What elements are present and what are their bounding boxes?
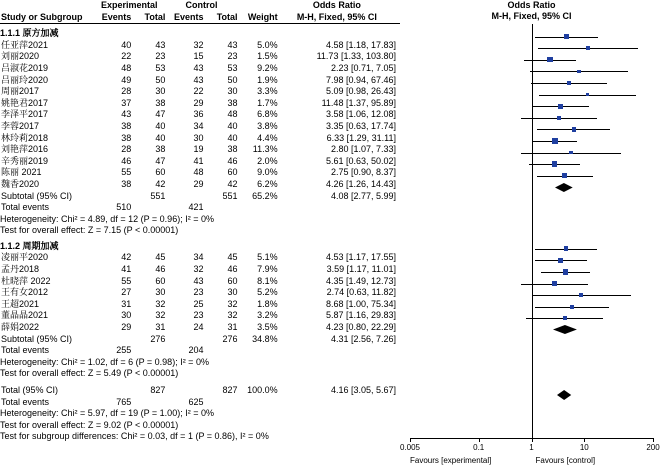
table-row: 刘艳萍2016 28 38 19 38 11.3% 2.80 [1.07, 7.33] [1,144,396,155]
table-row: 杜晓萍 2022 55 60 43 60 8.1% 4.35 [1.49, 12.73] [1,275,396,286]
effect-size-marker [572,127,576,131]
favours-experimental-label: Favours [experimental] [410,456,492,465]
table-row: 陈丽 2021 55 60 48 60 9.0% 2.75 [0.90, 8.37] [1,167,396,178]
table-row: 辛秀丽2019 46 47 41 46 2.0% 5.61 [0.63, 50.02] [1,155,396,166]
heterogeneity-row-1: Heterogeneity: Chi² = 4.89, df = 12 (P = 0.96); I² = 0% [0,213,214,224]
effect-size-marker [579,293,582,296]
effect-size-marker [558,104,563,109]
table-row: 王有女2012 27 30 23 30 5.2% 2.74 [0.63, 11.82] [1,287,396,298]
subgroup-header [0,24,400,40]
total-events-row-all: Total events 765 625 [1,396,204,407]
table-row: 周丽2017 28 30 22 30 3.3% 5.09 [0.98, 26.43] [1,86,396,97]
table-row: 林玲莉2018 38 40 30 40 4.4% 6.33 [1.29, 31.11] [1,132,396,143]
axis-tick [532,438,533,442]
overall-effect-row-2: Test for overall effect: Z = 5.49 (P < 0.00001) [0,368,179,379]
forest-plot-panel [400,0,663,474]
table-row: 董晶晶2021 30 32 23 32 3.2% 5.87 [1.16, 29.83] [1,310,396,321]
effect-size-marker [563,316,567,320]
effect-size-marker [552,161,558,167]
effect-size-marker [586,46,589,49]
subgroup-label-2: 1.1.2 周期加减 [0,240,59,251]
table-row: 吕淑花2019 48 53 43 53 9.2% 2.23 [0.71, 7.05] [1,62,396,73]
effect-size-marker [570,305,574,309]
heterogeneity-row-2: Heterogeneity: Chi² = 1.02, df = 6 (P = 0.98); I² = 0% [0,356,209,367]
axis-tick-label: 0.1 [473,443,485,452]
overall-effect-row-all: Test for overall effect: Z = 9.02 (P < 0.00001) [0,419,179,430]
subgroup-header [0,237,400,253]
axis-tick [653,438,654,442]
plot-title: Odds Ratio [507,0,556,10]
axis-tick-label: 0.005 [399,443,421,452]
subgroup-difference-row: Test for subgroup differences: Chi² = 0.03, df = 1 (P = 0.86), I² = 0% [0,431,269,442]
favours-control-label: Favours [control] [535,456,596,465]
effect-size-marker [569,151,573,155]
header-odds-ratio: Odds Ratio [312,0,361,10]
table-column-header-row [0,12,400,24]
subgroup-label-1: 1.1.1 原方加减 [0,28,59,39]
col-events-exp: Events [93,12,131,24]
table-group-header-row [0,0,400,12]
summary-diamond [554,183,574,192]
effect-size-marker [562,173,567,178]
header-control: Control [185,0,218,10]
plot-subtitle: M-H, Fixed, 95% CI [491,11,572,21]
effect-size-marker [567,81,571,85]
axis-tick [479,438,480,442]
summary-diamond [556,390,572,400]
total-row: Total (95% CI) 827 827 100.0% 4.16 [3.05, 5.67] [1,385,396,395]
table-row: 王超2021 31 32 25 32 1.8% 8.68 [1.00, 75.34] [1,298,396,309]
effect-size-marker [586,93,589,96]
total-events-row-2: Total events 255 204 [1,345,204,356]
col-events-ctrl: Events [165,12,203,24]
col-or-ci: M-H, Fixed, 95% CI [278,12,400,24]
axis-tick [584,438,585,442]
heterogeneity-row-all: Heterogeneity: Chi² = 5.97, df = 19 (P = 1.00); I² = 0% [0,408,214,419]
effect-size-marker [547,57,553,63]
table-row: 李泽平2017 43 47 36 48 6.8% 3.58 [1.06, 12.08] [1,109,396,120]
axis-tick-label: 1 [529,443,534,452]
col-weight: Weight [238,12,278,24]
axis-tick [410,438,411,442]
table-row: 吕丽玲2020 49 50 43 50 1.9% 7.98 [0.94, 67.46] [1,74,396,85]
table-row: 姚艳君2017 37 38 29 38 1.7% 11.48 [1.37, 95.89] [1,97,396,108]
effect-size-marker [552,281,557,286]
overall-effect-row-1: Test for overall effect: Z = 7.15 (P < 0.00001) [0,225,179,236]
subtotal-row-1: Subtotal (95% CI) 551 551 65.2% 4.08 [2.77, 5.99] [1,190,396,201]
table-row: 李蓉2017 38 40 34 40 3.8% 3.35 [0.63, 17.74] [1,120,396,131]
effect-size-marker [564,34,569,39]
effect-size-marker [577,70,581,74]
table-row: 孟丹2018 41 46 32 46 7.9% 3.59 [1.17, 11.01] [1,264,396,275]
subtotal-row-2: Subtotal (95% CI) 276 276 34.8% 4.31 [2.56, 7.26] [1,333,396,344]
effect-size-marker [563,269,568,274]
null-effect-line [532,24,533,438]
effect-size-marker [558,258,563,263]
axis-tick-label: 10 [579,443,589,452]
table-row: 凌丽平2020 42 45 34 45 5.1% 4.53 [1.17, 17.55] [1,252,396,263]
summary-diamond [552,325,578,334]
header-experimental: Experimental [101,0,158,10]
effect-size-marker [552,138,558,144]
table-row: 刘丽2020 22 23 15 23 1.5% 11.73 [1.33, 103.80] [1,51,396,62]
table-row: 薛娟2022 29 31 24 31 3.5% 4.23 [0.80, 22.29] [1,322,396,333]
col-study: Study or Subgroup [0,12,93,24]
effect-size-marker [557,116,561,120]
col-total-ctrl: Total [203,12,237,24]
table-row: 任亚萍2021 40 43 32 43 5.0% 4.58 [1.18, 17.83] [1,39,396,50]
axis-tick-label: 200 [646,443,660,452]
total-events-row-1: Total events 510 421 [1,202,204,213]
table-row: 魏香2020 38 42 29 42 6.2% 4.26 [1.26, 14.43] [1,178,396,189]
col-total-exp: Total [131,12,165,24]
effect-size-marker [564,246,569,251]
